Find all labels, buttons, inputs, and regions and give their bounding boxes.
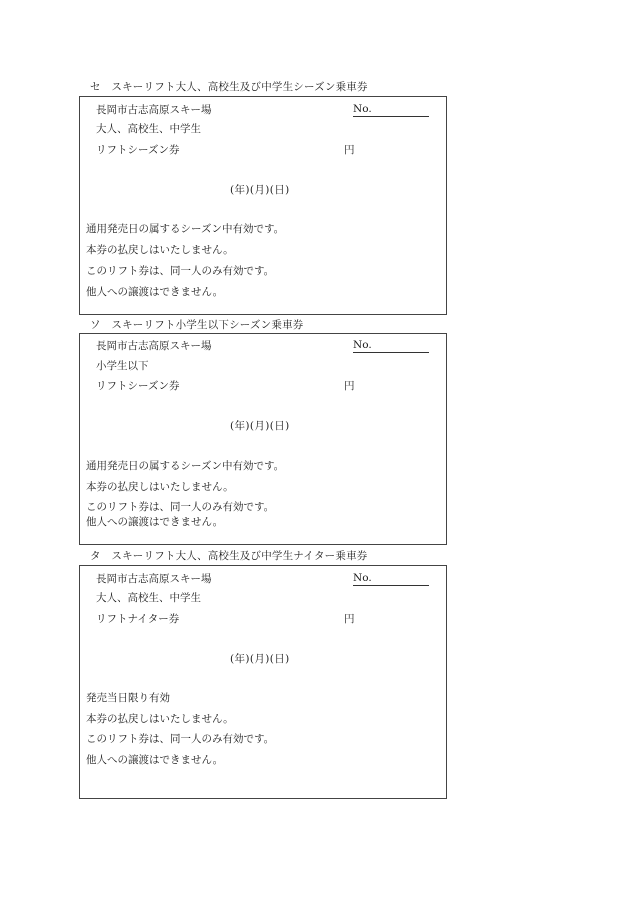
ticket-category: 大人、高校生、中学生 [96,592,201,604]
note-line: 通用発売日の属するシーズン中有効です。 [86,460,285,472]
yen-label: 円 [344,613,355,625]
section-heading-se: セ スキーリフト大人、高校生及び中学生シーズン乗車券 [90,81,368,93]
issue-date: (年)(月)(日) [230,653,290,665]
venue-name: 長岡市古志高原スキー場 [96,104,212,116]
note-line: 本券の払戻しはいたしません。 [86,481,234,493]
note-line: このリフト券は、同一人のみ有効です。 [86,265,275,277]
ticket-number-label: No. [353,339,429,353]
note-line: 発売当日限り有効 [86,692,170,704]
venue-name: 長岡市古志高原スキー場 [96,573,212,585]
ticket-category: 大人、高校生、中学生 [96,123,201,135]
note-line: このリフト券は、同一人のみ有効です。 [86,501,275,513]
issue-date: (年)(月)(日) [230,184,290,196]
note-line: 他人への譲渡はできません。 [86,754,224,766]
ticket-number-label: No. [353,572,429,586]
ticket-number-label: No. [353,103,429,117]
note-line: 本券の払戻しはいたしません。 [86,244,234,256]
yen-label: 円 [344,144,355,156]
ticket-type: リフトシーズン券 [96,144,180,156]
ticket-category: 小学生以下 [96,360,149,372]
note-line: 通用発売日の属するシーズン中有効です。 [86,223,285,235]
issue-date: (年)(月)(日) [230,420,290,432]
note-line: 本券の払戻しはいたしません。 [86,713,234,725]
venue-name: 長岡市古志高原スキー場 [96,340,212,352]
note-line: このリフト券は、同一人のみ有効です。 [86,733,275,745]
ticket-type: リフトシーズン券 [96,380,180,392]
ticket-box-night-adult [79,565,447,799]
section-heading-so: ソ スキーリフト小学生以下シーズン乗車券 [90,319,304,331]
ticket-type: リフトナイター券 [96,613,180,625]
ticket-box-season-child [79,333,447,545]
yen-label: 円 [344,380,355,392]
note-line: 他人への譲渡はできません。 [86,516,224,528]
ticket-box-season-adult [79,96,447,315]
section-heading-ta: タ スキーリフト大人、高校生及び中学生ナイター乗車券 [90,550,368,562]
note-line: 他人への譲渡はできません。 [86,286,224,298]
